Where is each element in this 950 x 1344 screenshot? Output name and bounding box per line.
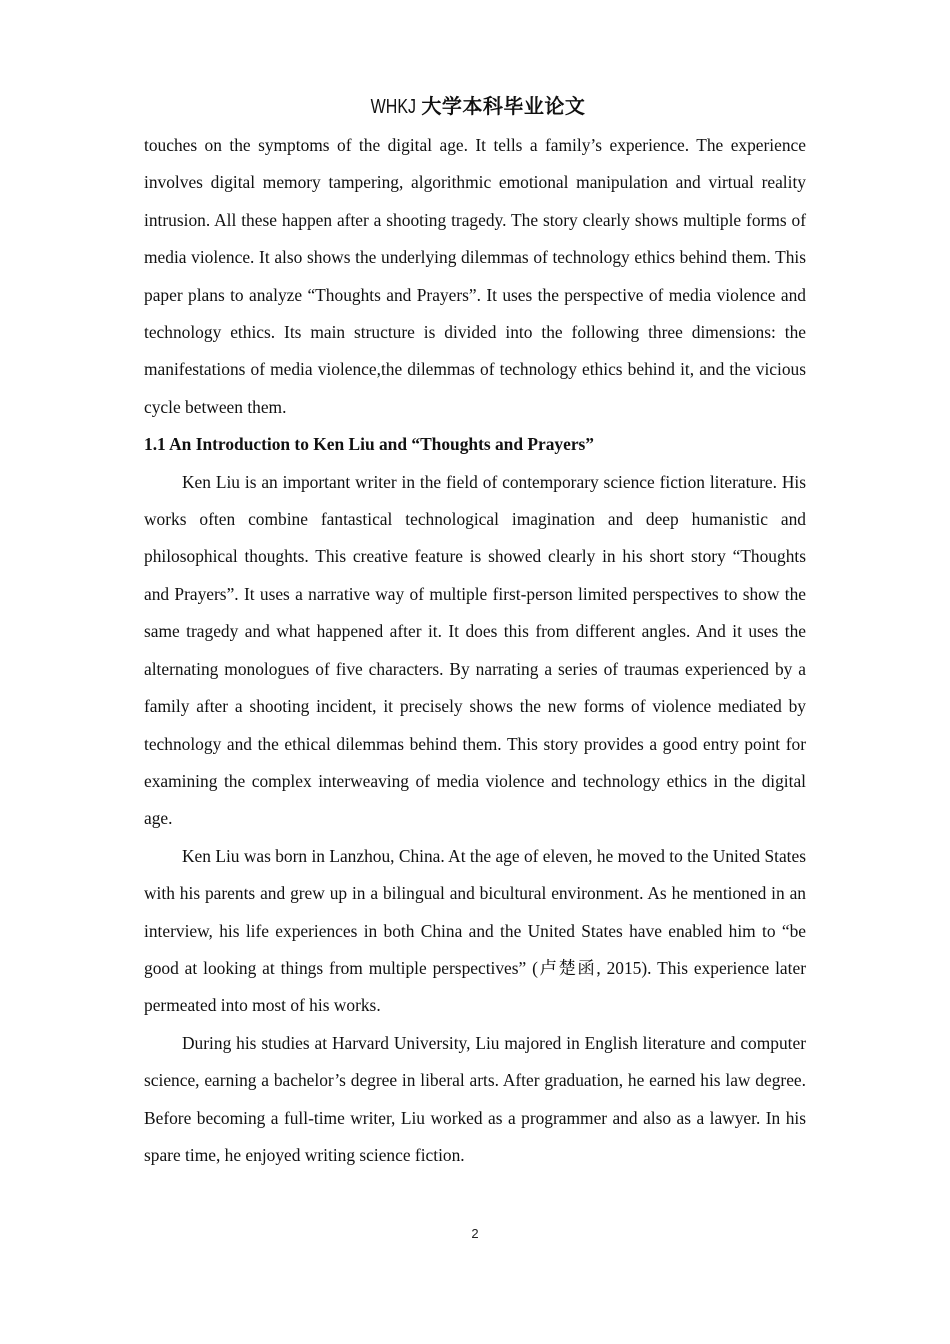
document-header xyxy=(0,92,950,121)
body-paragraph: Ken Liu was born in Lanzhou, China. At the age of eleven, he moved to the United States with his parents and grew up in a bilingual and bicultural environment. As he mentioned in an interview, his life experiences in both China and the United States have enabled him to “be good at looking at things from multiple perspectives” (卢楚函, 2015). This experience later permeated into most of his works. xyxy=(144,845,806,1016)
header-document-type: 大学本科毕业论文 xyxy=(421,94,586,118)
header-institution-code: WHKJ xyxy=(370,96,416,118)
document-body xyxy=(144,127,806,1174)
section-heading: 1.1 An Introduction to Ken Liu and “Thoughts and Prayers” xyxy=(144,434,594,455)
body-paragraph: During his studies at Harvard University, Liu majored in English literature and computer science, earning a bachelor’s degree in liberal arts. After graduation, he earned his law degree. Before becoming a full-time writer, Liu worked as a programmer and also as a lawyer. In his spare time, he enjoyed writing science fiction. xyxy=(144,1032,806,1165)
body-paragraph: Ken Liu is an important writer in the field of contemporary science fiction literature. His works often combine fantastical technological imagination and deep humanistic and philosophical thoughts. This creative feature is showed clearly in his short story “Thoughts and Prayers”. It uses a narrative way of multiple first-person limited perspectives to show the same tragedy and what happened after it. It does this from different angles. And it uses the alternating monologues of five characters. By narrating a series of traumas experienced by a family after a shooting incident, it precisely shows the new forms of violence mediated by technology and the ethical dilemmas behind them. This story provides a good entry point for examining the complex interweaving of media violence and technology ethics in the digital age. xyxy=(144,471,806,829)
page-number: 2 xyxy=(471,1226,479,1241)
body-paragraph: touches on the symptoms of the digital age. It tells a family’s experience. The experience involves digital memory tampering, algorithmic emotional manipulation and virtual reality intrusion. All these happen after a shooting tragedy. The story clearly shows multiple forms of media violence. It also shows the underlying dilemmas of technology ethics behind them. This paper plans to analyze “Thoughts and Prayers”. It uses the perspective of media violence and technology ethics. Its main structure is divided into the following three dimensions: the manifestations of media violence,the dilemmas of technology ethics behind it, and the vicious cycle between them. xyxy=(144,135,806,417)
